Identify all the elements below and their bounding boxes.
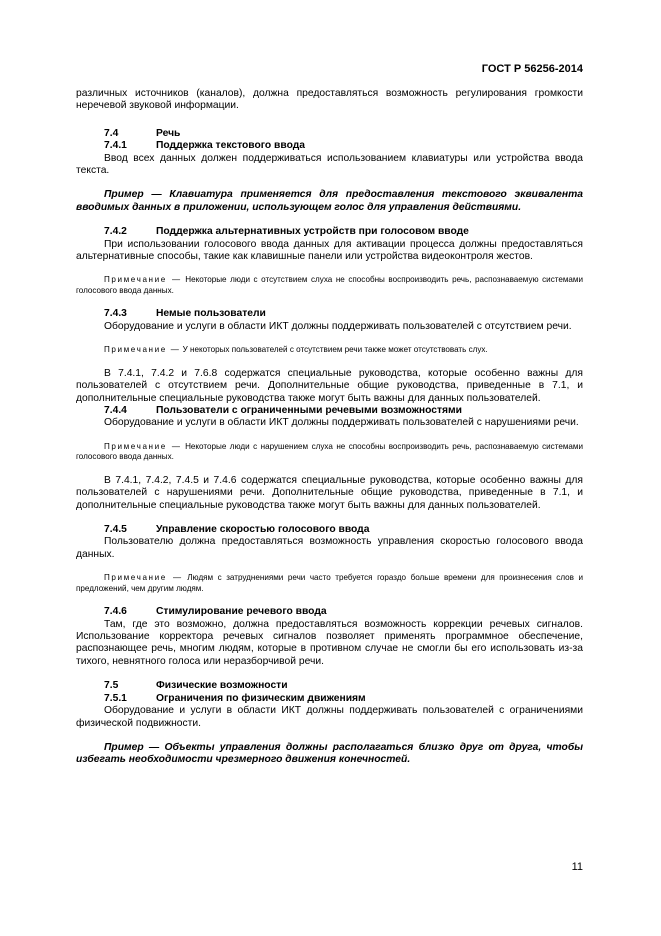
section-number: 7.4.1 <box>104 140 127 152</box>
note-text: Людям с затруднениями речи часто требуется гораздо больше времени для произнесения слов и предложений, чем другим людям. <box>76 573 584 593</box>
section-7-4-heading <box>76 128 583 140</box>
note-label: Примечание — <box>104 573 183 583</box>
section-title: Ограничения по физическим движениям <box>156 692 366 704</box>
section-title: Управление скоростью голосового ввода <box>156 524 370 536</box>
section-number: 7.5 <box>104 680 119 692</box>
section-title: Пользователи с ограниченными речевыми возможностями <box>156 405 462 416</box>
document-body <box>76 88 583 767</box>
section-number: 7.4.6 <box>104 606 127 618</box>
section-7-4-4-heading <box>76 405 583 417</box>
section-title: Стимулирование речевого ввода <box>156 606 327 618</box>
section-number: 7.4.3 <box>104 308 127 320</box>
section-number: 7.4.2 <box>104 226 127 238</box>
paragraph: Пользователю должна предоставляться возможность управления скоростью голосового ввода данных. <box>76 536 583 560</box>
section-number: 7.4.5 <box>104 524 127 536</box>
example-1: Пример — Клавиатура применяется для предоставления текстового эквивалента вводимых данных в приложении, использующем голос для управления действиями. <box>76 189 583 213</box>
section-number: 7.5.1 <box>104 692 127 704</box>
note-label: Примечание — <box>104 441 182 451</box>
note-text: У некоторых пользователей с отсутствием речи также может отсутствовать слух. <box>182 345 488 355</box>
paragraph: Оборудование и услуги в области ИКТ должны поддерживать пользователей с ограничениями физической подвижности. <box>76 705 583 729</box>
page-number: 11 <box>571 861 583 873</box>
section-7-5-heading <box>76 680 583 692</box>
section-title: Физические возможности <box>156 680 288 692</box>
section-7-5-1-heading <box>76 693 583 705</box>
section-title: Поддержка текстового ввода <box>156 140 305 152</box>
section-title: Немые пользователи <box>156 308 266 320</box>
note-4 <box>76 573 583 594</box>
note-label: Примечание — <box>104 275 182 285</box>
paragraph: Оборудование и услуги в области ИКТ должны поддерживать пользователей с отсутствием речи. <box>104 320 572 332</box>
paragraph: В 7.4.1, 7.4.2, 7.4.5 и 7.4.6 содержатся специальные руководства, которые особенно важны для пользователей с нарушениями речи. Дополнительные общие руководства, приведенные в 7.1, и дополнительные специальные руководства также могут быть важны для данных пользователей. <box>76 474 583 511</box>
section-title: Речь <box>156 127 181 139</box>
section-number: 7.4.4 <box>104 405 127 416</box>
note-3 <box>76 442 583 463</box>
section-7-4-6-heading <box>76 606 583 618</box>
paragraph: В 7.4.1, 7.4.2 и 7.6.8 содержатся специальные руководства, которые особенно важны для пользователей с отсутствием речи. Дополнительные общие руководства, приведенные в 7.1, и дополнительные специальные руководства также могут быть важны для данных пользователей. <box>76 367 583 404</box>
section-7-4-3-heading <box>76 308 583 320</box>
note-text: Некоторые люди с нарушением слуха не способны воспроизводить речь, распознаваемую системами голосового ввода данных. <box>76 441 583 462</box>
note-2 <box>76 345 583 356</box>
paragraph: Оборудование и услуги в области ИКТ должны поддерживать пользователей с нарушениями речи. <box>104 417 579 429</box>
paragraph: При использовании голосового ввода данных для активации процесса должны предоставляться альтернативные способы, такие как клавишные панели или устройства видеоконтроля жестов. <box>76 238 583 263</box>
paragraph: Там, где это возможно, должна предоставляться возможность коррекции речевых сигналов. Использование корректора речевых сигналов позволяет применять программное обеспечение, распознающее речь, многим людям, которые в противном случае не смогли бы его использовать из-за тихого, невнятного голоса или неразборчивой речи. <box>76 618 583 667</box>
section-7-4-5-heading <box>76 524 583 536</box>
note-text: Некоторые люди с отсутствием слуха не способны воспроизводить речь, распознаваемую системами голосового ввода данных. <box>76 275 584 295</box>
section-7-4-2-heading <box>76 226 583 238</box>
document-id-header: ГОСТ Р 56256-2014 <box>481 63 583 75</box>
intro-paragraph: различных источников (каналов), должна предоставляться возможность регулирования громкости неречевой звуковой информации. <box>76 88 583 112</box>
section-title: Поддержка альтернативных устройств при голосовом вводе <box>156 226 469 238</box>
note-label: Примечание — <box>104 345 181 355</box>
note-1 <box>76 275 583 296</box>
example-2: Пример — Объекты управления должны располагаться близко друг от друга, чтобы избегать необходимости чрезмерного движения конечностей. <box>76 741 583 766</box>
section-7-4-1-heading <box>76 140 583 152</box>
section-number: 7.4 <box>104 127 119 139</box>
paragraph: Ввод всех данных должен поддерживаться использованием клавиатуры или устройства ввода текста. <box>76 152 583 177</box>
